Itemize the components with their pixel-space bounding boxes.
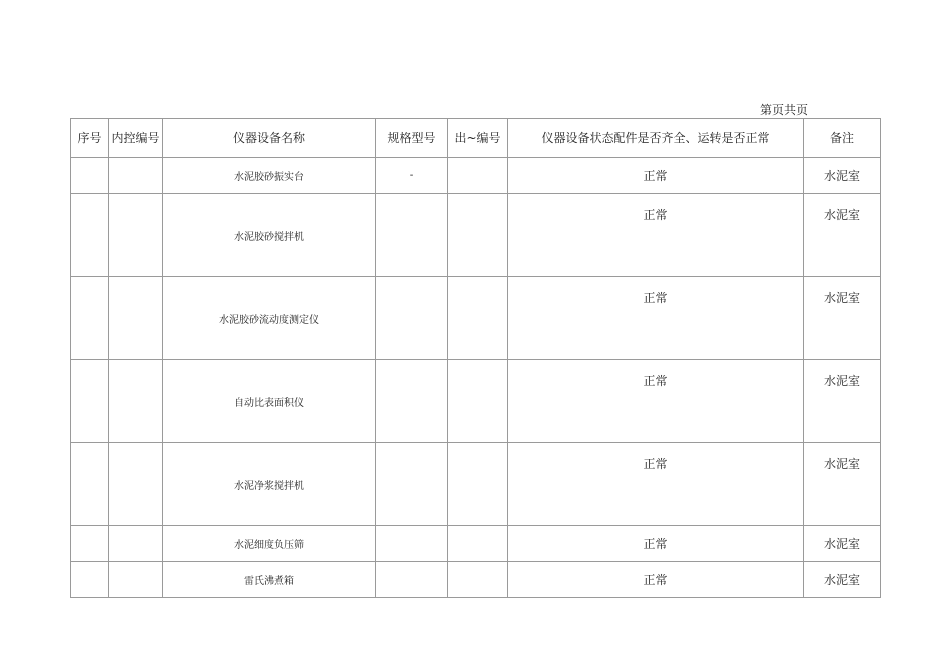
col-header-note: 备注: [804, 119, 881, 158]
table-row: [71, 443, 881, 526]
cell-equipment-name: 水泥胶砂搅拌机: [163, 194, 376, 277]
cell-control-code: [109, 158, 163, 194]
cell-status: 正常: [508, 443, 804, 526]
cell-note: 水泥室: [804, 443, 881, 526]
cell-seq: [71, 526, 109, 562]
cell-control-code: [109, 526, 163, 562]
cell-seq: [71, 360, 109, 443]
cell-spec-model: [376, 562, 448, 598]
cell-status: 正常: [508, 277, 804, 360]
col-header-control-code: 内控编号: [109, 119, 163, 158]
cell-serial: [448, 526, 508, 562]
cell-equipment-name: 雷氏沸煮箱: [163, 562, 376, 598]
cell-status: 正常: [508, 562, 804, 598]
cell-seq: [71, 194, 109, 277]
cell-control-code: [109, 443, 163, 526]
cell-spec-model: [376, 194, 448, 277]
table-header-row: [71, 119, 881, 158]
cell-serial: [448, 360, 508, 443]
cell-spec-model: [376, 360, 448, 443]
cell-seq: [71, 562, 109, 598]
col-header-status: 仪器设备状态配件是否齐全、运转是否正常: [508, 119, 804, 158]
col-header-spec-model: 规格型号: [376, 119, 448, 158]
cell-status: 正常: [508, 158, 804, 194]
cell-status: 正常: [508, 194, 804, 277]
cell-control-code: [109, 562, 163, 598]
cell-serial: [448, 158, 508, 194]
table-row: [71, 158, 881, 194]
cell-note: 水泥室: [804, 360, 881, 443]
cell-status: 正常: [508, 526, 804, 562]
table-row: [71, 360, 881, 443]
cell-note: 水泥室: [804, 562, 881, 598]
cell-equipment-name: 水泥细度负压筛: [163, 526, 376, 562]
table-row: [71, 277, 881, 360]
cell-spec-model: -: [376, 158, 448, 194]
col-header-serial: 出~编号: [448, 119, 508, 158]
cell-seq: [71, 443, 109, 526]
cell-equipment-name: 水泥胶砂流动度测定仪: [163, 277, 376, 360]
col-header-seq: 序号: [71, 119, 109, 158]
cell-serial: [448, 277, 508, 360]
page-info: 第页共页: [760, 103, 809, 117]
cell-equipment-name: 自动比表面积仪: [163, 360, 376, 443]
cell-equipment-name: 水泥胶砂振实台: [163, 158, 376, 194]
table-row: [71, 562, 881, 598]
cell-serial: [448, 194, 508, 277]
cell-serial: [448, 443, 508, 526]
cell-note: 水泥室: [804, 277, 881, 360]
table-row: [71, 526, 881, 562]
cell-note: 水泥室: [804, 158, 881, 194]
col-header-equipment-name: 仪器设备名称: [163, 119, 376, 158]
cell-status: 正常: [508, 360, 804, 443]
cell-note: 水泥室: [804, 526, 881, 562]
table-row: [71, 194, 881, 277]
cell-seq: [71, 277, 109, 360]
cell-note: 水泥室: [804, 194, 881, 277]
cell-spec-model: [376, 277, 448, 360]
cell-serial: [448, 562, 508, 598]
cell-seq: [71, 158, 109, 194]
cell-control-code: [109, 194, 163, 277]
cell-equipment-name: 水泥净浆搅拌机: [163, 443, 376, 526]
equipment-table: [70, 118, 881, 598]
cell-control-code: [109, 277, 163, 360]
cell-control-code: [109, 360, 163, 443]
cell-spec-model: [376, 526, 448, 562]
cell-spec-model: [376, 443, 448, 526]
